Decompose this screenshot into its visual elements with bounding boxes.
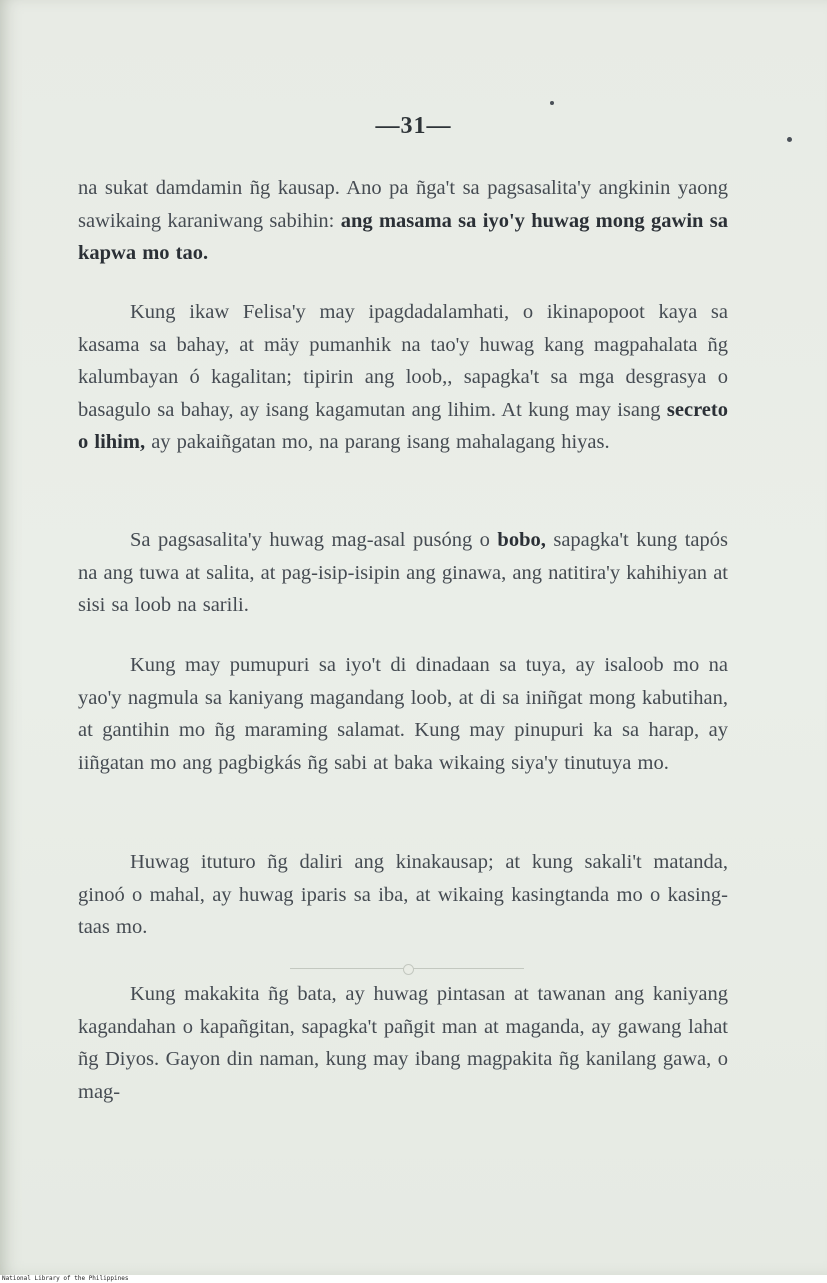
text-run: na sukat damdamin ñg kausap. Ano pa ñga't sa pagsasalita'y angkinin yaong sawikaing karaniwang sabihin: [78, 177, 728, 232]
divider-ornament [403, 964, 414, 975]
paragraph [78, 296, 728, 459]
paragraph [78, 172, 728, 270]
bold-text: secreto o lihim, [78, 398, 728, 453]
text-run: Kung ikaw Felisa'y may ipagdadalamhati, o ikinapopoot kaya sa kasama sa bahay, at mäy pumanhik na tao'y huwag kang magpahalata ñg kalumbayan ó kagalitan; tipirin ang loob,, sapagka't sa mga desgrasya o basagulo sa bahay, ay isang kagamutan ang lihim. At kung may isang [78, 301, 728, 421]
text-run: Huwag ituturo ñg daliri ang kinakausap; at kung sakali't matanda, ginoó o mahal, ay huwag iparis sa iba, at wikaing kasingtanda mo o kasing-taas mo. [78, 851, 728, 938]
text-run: ay pakaiñgatan mo, na parang isang mahalagang hiyas. [145, 431, 610, 453]
text-run: Sa pagsasalita'y huwag mag-asal pusóng o [130, 529, 498, 551]
ink-speck [550, 101, 554, 105]
bold-text: bobo, [497, 529, 546, 551]
paragraph [78, 978, 728, 1108]
page-number: —31— [375, 113, 452, 139]
paragraph [78, 846, 728, 944]
paragraph [78, 524, 728, 622]
text-run: Kung makakita ñg bata, ay huwag pintasan at tawanan ang kaniyang kagandahan o kapañgitan, sapagka't pañgit man at maganda, ay gawang lahat ñg Diyos. Gayon din naman, kung may ibang magpakita ñg kanilang gawa, o mag- [78, 983, 728, 1103]
bold-text: ang masama sa iyo'y huwag mong gawin sa kapwa mo tao. [78, 209, 728, 264]
text-run: Kung may pumupuri sa iyo't di dinadaan sa tuya, ay isaloob mo na yao'y nagmula sa kaniyang magandang loob, at di sa iniñgat mong kabutihan, at gantihin mo ñg maraming salamat. Kung may pinupuri ka sa harap, ay iiñgatan mo ang pagbigkás ñg sabi at baka wikaing siya'y tinutuya mo. [78, 654, 728, 774]
text-run: sapagka't kung tapós na ang tuwa at salita, at pag-isip-isipin ang ginawa, ang natitira'y kahihiyan at sisi sa loob na sarili. [78, 529, 728, 616]
paragraph [78, 649, 728, 779]
library-credit: National Library of the Philippines [2, 1275, 129, 1282]
